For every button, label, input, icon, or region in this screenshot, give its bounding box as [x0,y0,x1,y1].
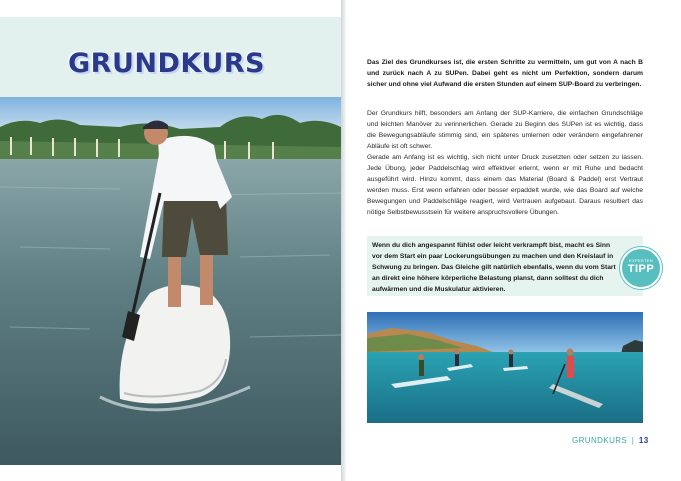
page-gutter [341,0,347,481]
tip-text: Wenn du dich angespannt fühlst oder leicht verkrampft bist, macht es Sinn vor dem Start ein paar Lockerungsübungen zu machen und den Kreislauf in Schwung zu bringen. Das Gleiche gilt natürlich ebenfalls, wenn du vom Start an direkt eine höhere körperliche Belastung planst, dann solltest du dich aufwärmen und die Muskulatur aktivieren. [372,242,616,293]
page-title: GRUNDKURS [68,48,265,79]
intro-paragraph: Das Ziel des Grundkurses ist, die ersten Schritte zu vermitteln, um gut von A nach B und zurück nach A zu SUPen. Dabei geht es nicht um Perfektion, sondern darum sicher und ohne viel Aufwand die ersten Stunden auf einem SUP-Board zu verbringen. [367,59,643,88]
body-paragraph-2: Gerade am Anfang ist es wichtig, sich nicht unter Druck zusetzten oder setzen zu lassen. Jede Übung, jeder Paddelschlag wird effektiver erlernt, wenn er mit Ruhe und bedacht ausgeführt wird. Hinzu kommt, dass einem das Material (Board & Paddel) erst Vertraut werden muss. Erst wenn erfahren oder besser erpaddelt wurde, wie das Board auf welche Bewegungen und Paddelschläge reagiert, wird Vertrauen aufgebaut. Daraus resultiert das nötige Selbstbewusstsein für weitere anspruchsvollere Übungen. [367,154,643,216]
page-number: 13 [638,436,649,445]
page-footer [572,436,649,445]
badge-big-label: TIPP [627,263,655,275]
badge-small-label: EXPERTEN [629,258,653,263]
group-sup-photo [367,312,643,423]
footer-section: GRUNDKURS [572,436,628,445]
expert-tip-badge [620,247,662,289]
body-paragraph-1: Der Grundkurs hilft, besonders am Anfang der SUP-Karriere, die einfachen Grundschläge und leichten Manöver zu verinnerlichen. Gerade zu Beginn des SUPen ist es wichtig, dass die Bewegungsabläufe stimmig sind, ein späteres umlernen oder verändern eingefahrener Abläufe ist oft schwer. [367,110,643,150]
main-photo-paddler [0,97,341,465]
footer-separator: | [631,436,635,445]
